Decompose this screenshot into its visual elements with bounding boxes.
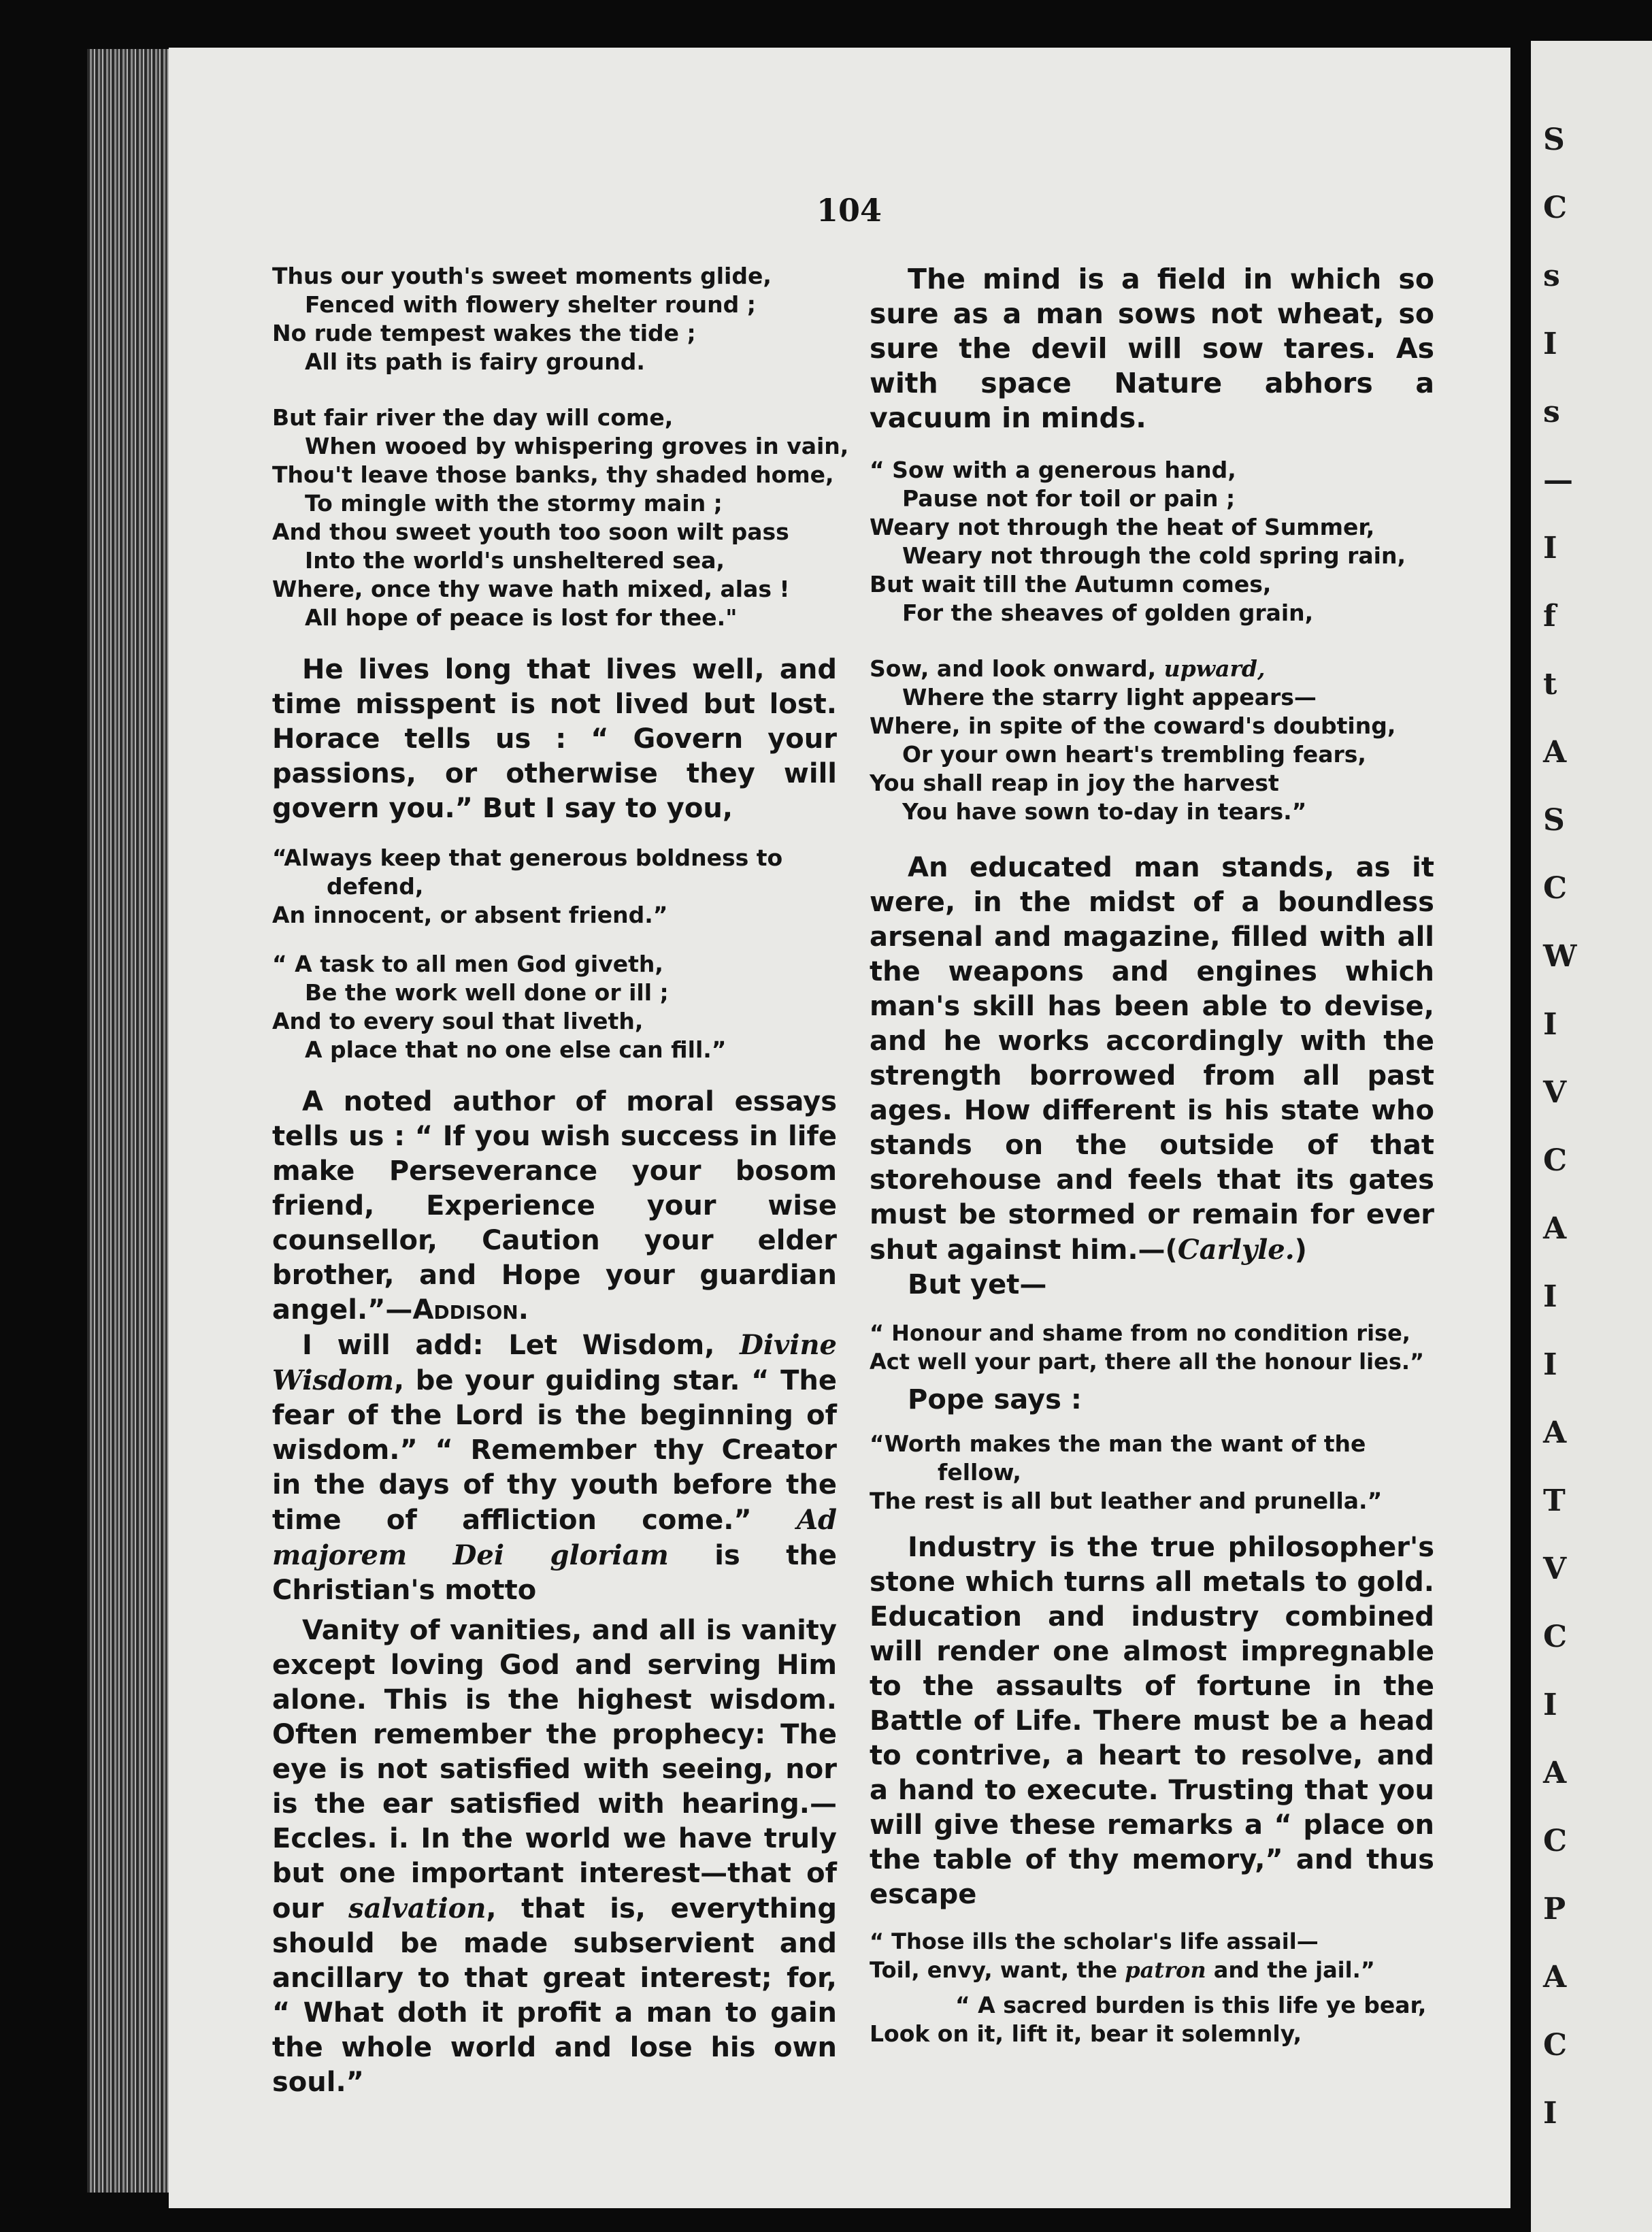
verse-line: A place that no one else can fill.” [305, 1036, 727, 1063]
verse-line: “ A task to all men God giveth, [272, 951, 663, 977]
adjacent-page-fragment: A [1543, 1415, 1567, 1450]
adjacent-page-fragment: W [1543, 939, 1577, 974]
verse-line: Thou't leave those banks, thy shaded home, [272, 461, 834, 488]
verse-line: Or your own heart's trembling fears, [902, 741, 1366, 768]
paragraph-mind-field: The mind is a field in which so sure as a man sows not wheat, so sure the devil will sow tares. As with space Nature abhors a vacuum in minds. [870, 263, 1434, 434]
paragraph-wisdom [272, 1328, 837, 1608]
adjacent-page-fragment: A [1543, 1960, 1567, 1995]
verse-line: Into the world's unsheltered sea, [305, 547, 725, 574]
adjacent-page-fragment: I [1543, 531, 1557, 565]
italic-phrase: salvation [348, 1892, 486, 1924]
verse-line: Pause not for toil or pain ; [902, 485, 1236, 512]
verse-line: To mingle with the stormy main ; [305, 490, 723, 516]
poem-sow-stanza-2 [870, 655, 1434, 826]
paragraph-text: I will add: Let Wisdom, [302, 1330, 740, 1361]
italic-phrase: Divine Wisdom [272, 1329, 837, 1396]
adjacent-page-fragment: I [1543, 1279, 1557, 1314]
verse-text: Sow, and look onward, [870, 655, 1164, 682]
adjacent-page-fragment: T [1543, 1483, 1566, 1518]
verse-line: “Worth makes the man the want of the [870, 1430, 1366, 1457]
paragraph-text: A noted author of moral essays tells us : “ If you wish success in life make Perseverance your bosom friend, Experience your wise counsellor, Caution your elder brother, and Hope your guardian angel.”— [272, 1086, 837, 1326]
verse-line: “Always keep that generous boldness to [272, 844, 783, 871]
paragraph-addison [272, 1085, 837, 1328]
adjacent-page-fragment: I [1543, 2096, 1557, 2131]
verse-line: And to every soul that liveth, [272, 1008, 644, 1034]
adjacent-page-fragment: A [1543, 1211, 1567, 1246]
paragraph-text: , that is, everything should be made subservient and ancillary to that great interest; for, “ What doth it profit a man to gain the whole world and lose his own soul.” [272, 1893, 838, 2098]
paragraph-text: is the Christian's motto [272, 1540, 837, 1606]
adjacent-page-fragment: C [1543, 1620, 1568, 1654]
book-page-edges [87, 49, 169, 2193]
adjacent-page-fragment: s [1543, 395, 1560, 429]
adjacent-page-fragment: I [1543, 1688, 1557, 1722]
adjacent-page-fragment: C [1543, 191, 1568, 225]
verse-line: You have sown to-day in tears.” [902, 798, 1307, 825]
verse-line: Weary not through the heat of Summer, [870, 514, 1375, 540]
italic-phrase: patron [1125, 1957, 1206, 1983]
paragraph-educated-man [870, 851, 1434, 1268]
verse-line: But fair river the day will come, [272, 404, 674, 431]
verse-line: “ A sacred burden is this life ye bear, [955, 1992, 1427, 2018]
verse-line [870, 1956, 1434, 1984]
verse-line: Where the starry light appears— [902, 684, 1317, 710]
quote-honour-and-shame [870, 1319, 1434, 1376]
verse-line: No rude tempest wakes the tide ; [272, 320, 696, 346]
adjacent-page-fragment: t [1543, 667, 1557, 702]
quote-scholars-life [870, 1927, 1434, 1984]
italic-phrase: Carlyle. [1177, 1234, 1295, 1266]
paragraph-horace: He lives long that lives well, and time misspent is not lived but lost. Horace tells us : “ Govern your passions, or otherwise they will govern you.” But I say to you, [272, 654, 837, 824]
adjacent-page-fragment: A [1543, 1756, 1567, 1790]
poem-stanza-1 [272, 262, 837, 376]
pope-says-line: Pope says : [908, 1384, 1082, 1415]
adjacent-page-fragment: V [1543, 1552, 1567, 1586]
verse-line: And thou sweet youth too soon wilt pass [272, 519, 789, 545]
paragraph-text: , be your guiding star. “ The fear of the Lord is the beginning of wisdom.” “ Remember thy Creator in the days of thy youth before the time of affliction come.” [272, 1365, 837, 1536]
verse-line: Be the work well done or ill ; [305, 979, 669, 1006]
quote-task-to-all [272, 950, 837, 1064]
adjacent-page-fragment: P [1543, 1892, 1566, 1926]
page-number: 104 [816, 192, 882, 229]
but-yet-line: But yet— [908, 1269, 1047, 1300]
adjacent-page-fragment: C [1543, 2028, 1568, 2063]
verse-line: Fenced with flowery shelter round ; [305, 291, 756, 318]
verse-line: An innocent, or absent friend.” [272, 902, 668, 928]
verse-line: You shall reap in joy the harvest [870, 770, 1279, 796]
adjacent-page-fragment: I [1543, 327, 1557, 361]
adjacent-page-fragment: A [1543, 735, 1567, 770]
adjacent-page-fragment: C [1543, 871, 1568, 906]
verse-line: “ Sow with a generous hand, [870, 457, 1236, 483]
paragraph-vanity [272, 1613, 837, 2100]
verse-line: “ Those ills the scholar's life assail— [870, 1929, 1319, 1954]
verse-line: Weary not through the cold spring rain, [902, 542, 1406, 569]
adjacent-page-fragment: C [1543, 1824, 1568, 1858]
verse-line: Where, in spite of the coward's doubting, [870, 712, 1396, 739]
verse-line: The rest is all but leather and prunella.” [870, 1488, 1383, 1514]
verse-line: But wait till the Autumn comes, [870, 571, 1272, 597]
verse-line: All hope of peace is lost for thee." [305, 604, 738, 631]
verse-line: fellow, [938, 1459, 1021, 1486]
verse-line: defend, [327, 873, 424, 900]
adjacent-page-fragment: f [1543, 599, 1556, 634]
italic-phrase: upward, [1163, 655, 1266, 682]
adjacent-page-fragment: s [1543, 259, 1560, 293]
adjacent-page-fragment: I [1543, 1007, 1557, 1042]
adjacent-page-fragment: — [1543, 463, 1573, 497]
adjacent-page-fragment: V [1543, 1075, 1567, 1110]
verse-line: When wooed by whispering groves in vain, [305, 433, 849, 459]
adjacent-page-fragment: S [1543, 803, 1565, 838]
verse-line: Thus our youth's sweet moments glide, [272, 263, 772, 289]
italic-phrase: Ad majorem Dei gloriam [272, 1504, 837, 1571]
poem-sow [870, 456, 1434, 627]
verse-line [870, 655, 1434, 683]
verse-text: Toil, envy, want, the [870, 1957, 1125, 1983]
verse-line: All its path is fairy ground. [305, 348, 645, 375]
adjacent-page-fragment: I [1543, 1347, 1557, 1382]
adjacent-page-fragment: C [1543, 1143, 1568, 1178]
poem-stanza-2 [272, 404, 849, 632]
left-column [272, 262, 849, 2100]
verse-line: Where, once thy wave hath mixed, alas ! [272, 576, 790, 602]
verse-text: and the jail.” [1206, 1957, 1375, 1983]
verse-line: Act well your part, there all the honour lies.” [870, 1349, 1425, 1375]
verse-line: For the sheaves of golden grain, [902, 600, 1314, 626]
paragraph-text: Vanity of vanities, and all is vanity except loving God and serving Him alone. This is the highest wisdom. Often remember the prophecy: The eye is not satisfied with seeing, nor is the ear satisfied with hearing.—Eccles. i. In the world we have truly but one important interest—that of our [272, 1615, 837, 1924]
quote-worth-makes-the-man [870, 1430, 1434, 1515]
paragraph-text: ) [1294, 1234, 1307, 1266]
verse-line: Look on it, lift it, bear it solemnly, [870, 2020, 1302, 2047]
adjacent-page [1531, 41, 1652, 2232]
adjacent-page-fragment: S [1543, 122, 1565, 157]
quote-generous-boldness [272, 844, 837, 930]
author-name: Addison. [412, 1294, 529, 1326]
paragraph-industry: Industry is the true philosopher's stone which turns all metals to gold. Education and industry combined will render one almost impregnable to the assaults of fortune in the Battle of Life. There must be a head to contrive, a heart to resolve, and a hand to execute. Trusting that you will give these remarks a “ place on the table of thy memory,” and thus escape [870, 1532, 1434, 1910]
right-column [870, 262, 1434, 2048]
verse-line: “ Honour and shame from no condition rise, [870, 1320, 1410, 1346]
quote-sacred-burden [870, 1991, 1434, 2048]
paragraph-text: An educated man stands, as it were, in the midst of a boundless arsenal and magazine, filled with all the weapons and engines which man's skill has been able to devise, and he works accordingly with the strength borrowed from all past ages. How different is his state who stands on the outside of that storehouse and feels that its gates must be stormed or remain for ever shut against him.—( [870, 852, 1434, 1266]
